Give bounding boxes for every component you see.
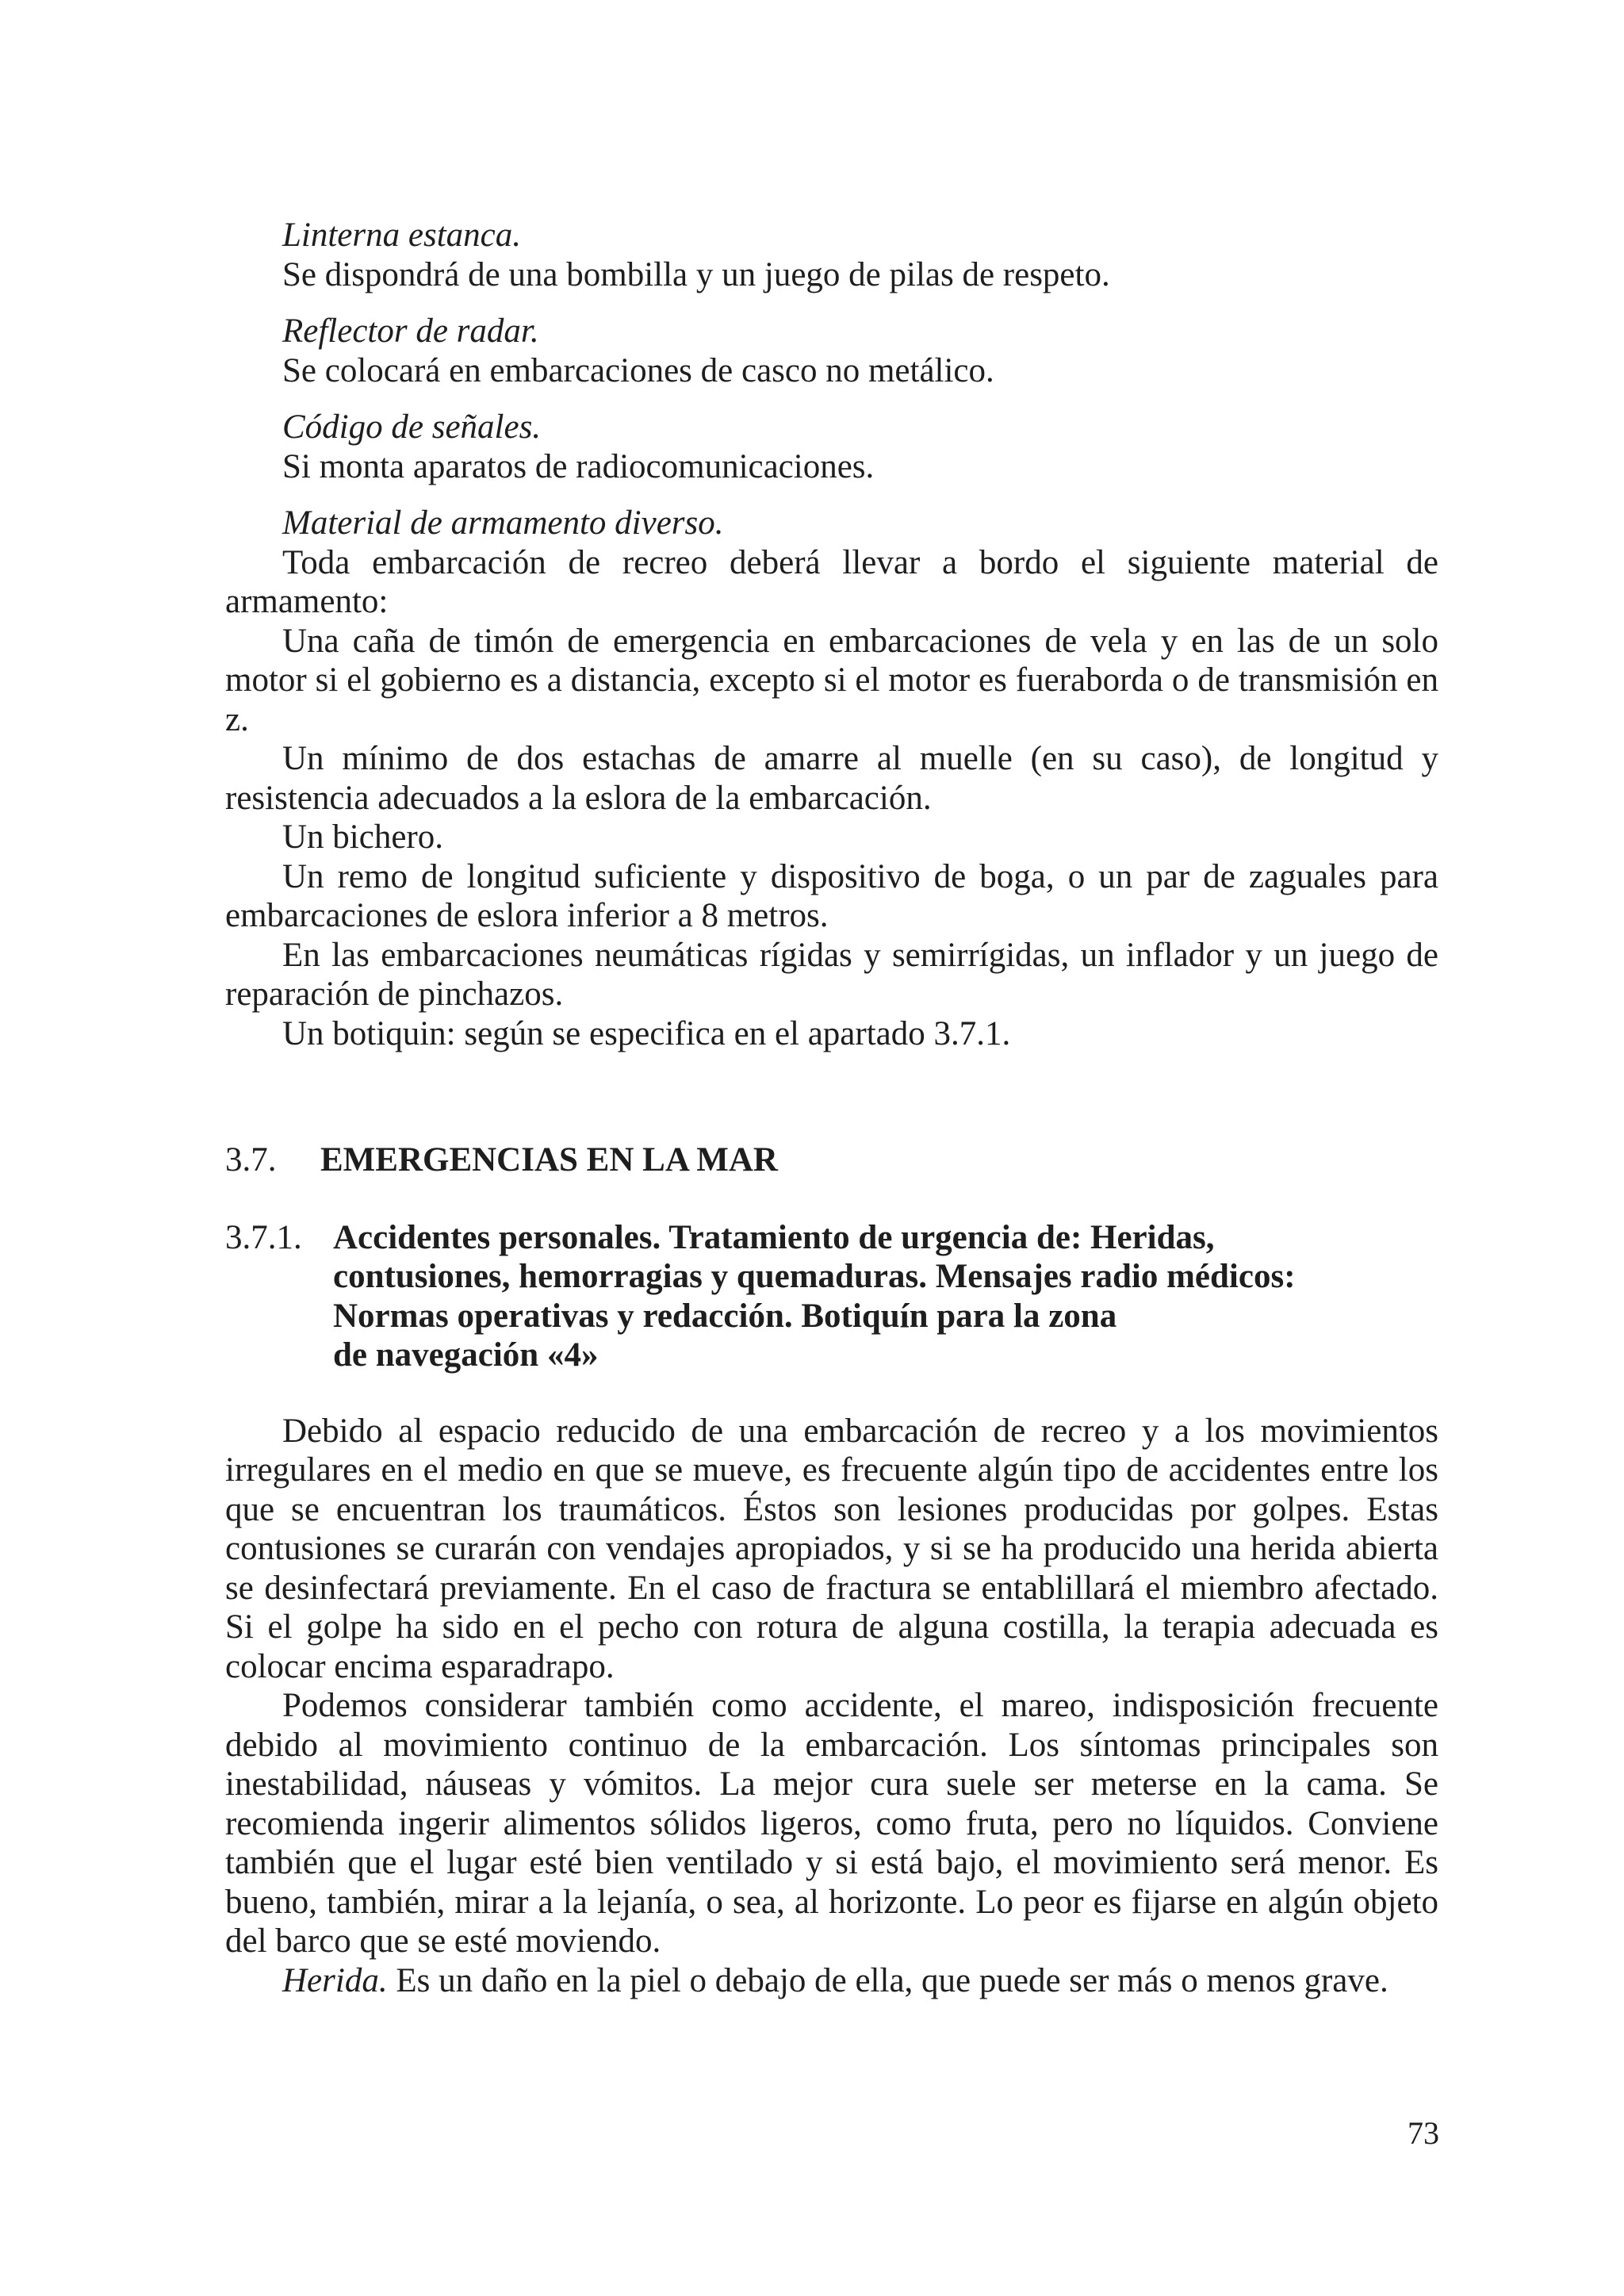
herida-text: Es un daño en la piel o debajo de ella, que puede ser más o menos grave. [387,1961,1388,1999]
armamento-paragraph: Un remo de longitud suficiente y dispositivo de boga, o un par de zaguales para embarcaciones de eslora inferior a 8 metros. [225,857,1438,934]
subsection-number: 3.7.1. [225,1218,302,1256]
item-text: Si monta aparatos de radiocomunicaciones. [282,447,875,485]
subsection-title-line: Normas operativas y redacción. Botiquín para la zona [333,1297,1117,1335]
item-term: Material de armamento diverso. [282,504,724,542]
item-term: Código de señales. [282,408,542,446]
item-term: Reflector de radar. [282,312,539,350]
item-term: Linterna estanca. [282,217,521,254]
page-content [225,216,1438,2000]
item-text: Se dispondrá de una bombilla y un juego de pilas de respeto. [282,255,1110,293]
section-heading [225,1140,1438,1180]
equipment-item-armamento [225,504,1438,1053]
subsection-title [333,1218,1438,1375]
herida-term: Herida. [282,1961,388,1999]
subsection-heading [225,1218,1438,1375]
subsection-title-line: de navegación «4» [333,1336,599,1374]
armamento-paragraph: Un botiquin: según se especifica en el apartado 3.7.1. [282,1014,1011,1052]
body-text [225,1412,1438,2001]
equipment-item-reflector [225,312,1438,390]
equipment-item-codigo [225,408,1438,486]
item-text: Se colocará en embarcaciones de casco no metálico. [282,351,994,389]
body-paragraph: Podemos considerar también como accidente, el mareo, indisposición frecuente debido al movimiento continuo de la embarcación. Los síntomas principales son inestabilidad, náuseas y vómitos. La mejor cura suele ser meterse en la cama. Se recomienda ingerir alimentos sólidos ligeros, como fruta, pero no líquidos. Conviene también que el lugar esté bien ventilado y si está bajo, el movimiento será menor. Es bueno, también, mirar a la lejanía, o sea, al horizonte. Lo peor es fijarse en algún objeto del barco que se esté moviendo. [225,1687,1438,1960]
subsection-title-line: Accidentes personales. Tratamiento de urgencia de: Heridas, [333,1218,1215,1256]
subsection-title-line: contusiones, hemorragias y quemaduras. Mensajes radio médicos: [333,1258,1296,1295]
armamento-paragraph: Un bichero. [282,818,443,856]
equipment-item-linterna [225,216,1438,294]
armamento-paragraph: Una caña de timón de emergencia en embarcaciones de vela y en las de un solo motor si el gobierno es a distancia, excepto si el motor es fueraborda o de transmisión en z. [225,622,1438,738]
armamento-paragraph: Toda embarcación de recreo deberá llevar a bordo el siguiente material de armamento: [225,543,1438,620]
armamento-paragraph: Un mínimo de dos estachas de amarre al muelle (en su caso), de longitud y resistencia adecuados a la eslora de la embarcación. [225,740,1438,817]
page-number: 73 [1408,2115,1439,2151]
section-number: 3.7. [225,1141,277,1179]
body-paragraph [225,1961,1438,2001]
body-paragraph: Debido al espacio reducido de una embarcación de recreo y a los movimientos irregulares en el medio en que se mueve, es frecuente algún tipo de accidentes entre los que se encuentran los traumáticos. Éstos son lesiones producidas por golpes. Estas contusiones se curarán con vendajes apropiados, y si se ha producido una herida abierta se desinfectará previamente. En el caso de fractura se entablillará el miembro afectado. Si el golpe ha sido en el pecho con rotura de alguna costilla, la terapia adecuada es colocar encima esparadrapo. [225,1412,1438,1685]
section-title: EMERGENCIAS EN LA MAR [320,1141,778,1179]
armamento-paragraph: En las embarcaciones neumáticas rígidas y semirrígidas, un inflador y un juego de reparación de pinchazos. [225,936,1438,1013]
